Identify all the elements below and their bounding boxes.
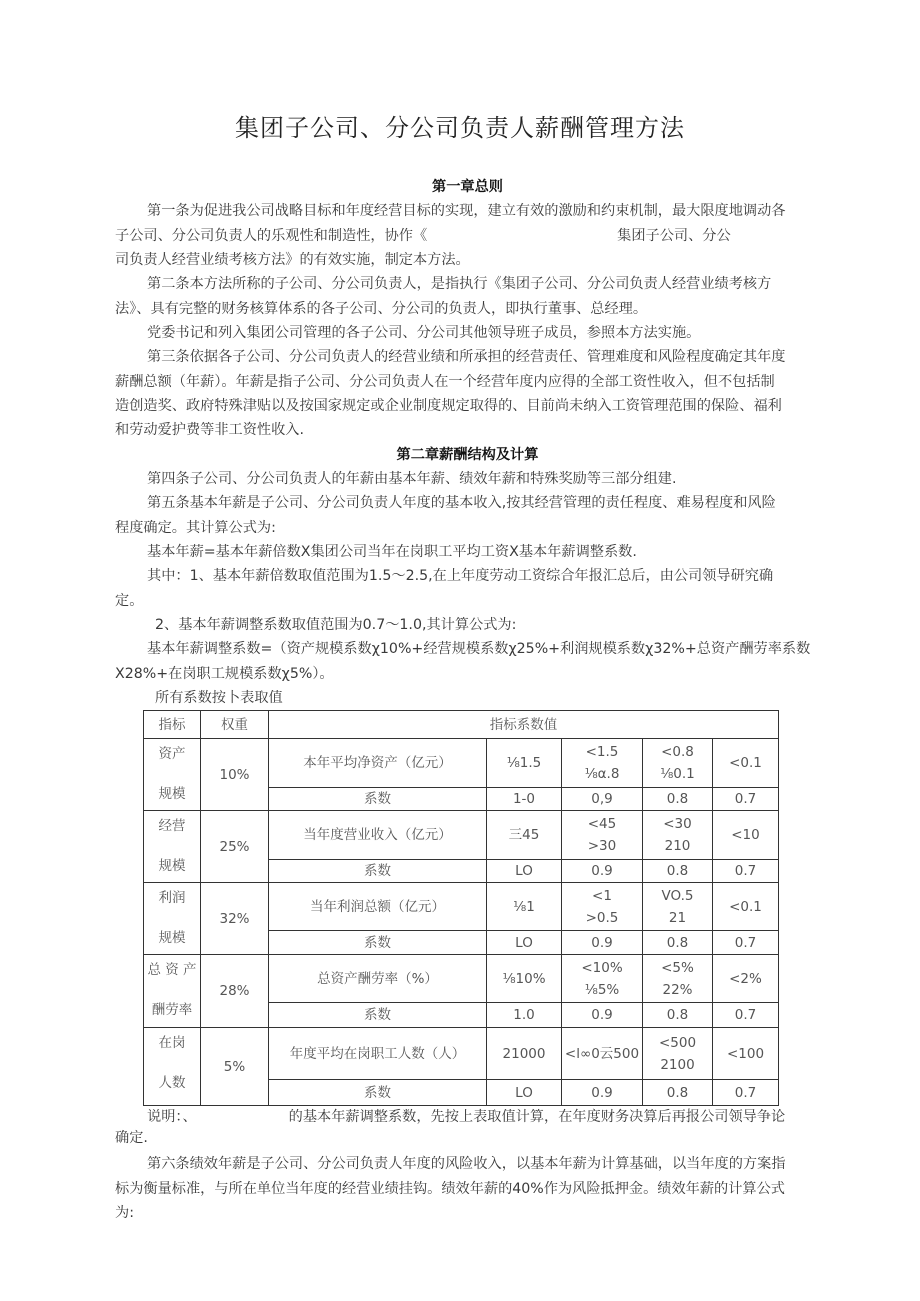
coef-value-cell: 0.9 xyxy=(562,1003,643,1028)
range-cell xyxy=(643,811,713,860)
indicator-name-cell xyxy=(144,739,201,811)
line-text: 基本年薪调整系数=（资产规模系数χ10%+经营规模系数χ25%+利润规模系数χ32%+总资产酬劳率系数 xyxy=(147,641,811,658)
indicator-cell: 本年平均净资产（亿元） xyxy=(269,739,487,788)
document-title: 集团子公司、分公司负责人薪酬管理方法 xyxy=(235,114,685,142)
line-text: 定。 xyxy=(115,592,144,609)
range-value: <1.5 ⅛α.8 xyxy=(584,744,620,783)
line-text: 子公司、分公司负责人的乐观性和制造性，协作《 xyxy=(115,227,428,244)
table-row xyxy=(144,811,779,860)
text-line xyxy=(115,637,820,661)
range-value: <45 >30 xyxy=(587,816,617,855)
coef-value-cell: 1.0 xyxy=(487,1003,562,1028)
text-line xyxy=(115,686,820,710)
chapter-heading xyxy=(115,443,820,467)
range-value: <100 xyxy=(726,1045,765,1062)
indicator-name: 规模 xyxy=(158,786,186,803)
range-value: <5% 22% xyxy=(661,959,694,998)
chapter-heading xyxy=(115,175,820,199)
range-value: 21000 xyxy=(502,1045,546,1062)
indicator-name: 人数 xyxy=(158,1075,186,1092)
coefficient-table xyxy=(143,710,779,1106)
indicator-name-cell xyxy=(144,811,201,883)
indicator-name: 在岗 xyxy=(158,1035,186,1052)
coef-value-cell: 0.7 xyxy=(713,860,779,883)
range-value: 三45 xyxy=(508,827,540,844)
range-value: <0.1 xyxy=(729,898,762,915)
indicator-name: 资产 xyxy=(158,746,186,763)
range-value: <l∞0云500 xyxy=(564,1045,640,1062)
range-cell xyxy=(713,811,779,860)
range-cell xyxy=(562,883,643,931)
line-text: X28%+在岗职工规模系数χ5%）。 xyxy=(115,665,334,682)
range-cell xyxy=(562,739,643,788)
coef-value-cell: 0.8 xyxy=(643,1003,713,1028)
indicator-cell: 总资产酬劳率（%） xyxy=(269,955,487,1003)
line-text: 程度确定。其计算公式为: xyxy=(115,519,276,536)
text-line xyxy=(115,467,820,491)
indicator-name-cell xyxy=(144,955,201,1028)
table-row xyxy=(144,739,779,788)
range-cell xyxy=(562,955,643,1003)
weight-cell: 28% xyxy=(201,955,269,1028)
text-line xyxy=(115,272,820,296)
range-cell xyxy=(713,1028,779,1080)
line-text: 第一章总则 xyxy=(432,179,503,195)
line-text: 的基本年薪调整系数，先按上表取值计算，在年度财务决算后再报公司领导争论 xyxy=(288,1109,786,1126)
coef-label-cell: 系数 xyxy=(269,1003,487,1028)
text-line xyxy=(115,394,820,418)
text-line xyxy=(115,297,820,321)
coef-value-cell: 0.7 xyxy=(713,1003,779,1028)
table-header-row xyxy=(144,711,779,739)
line-text: 第二条本方法所称的子公司、分公司负责人，是指执行《集团子公司、分公司负责人经营业绩考核方 xyxy=(147,276,772,293)
coef-value-cell: 0.7 xyxy=(713,931,779,955)
header-cell: 指标系数值 xyxy=(269,711,779,739)
line-text: 第四条子公司、分公司负责人的年薪由基本年薪、绩效年薪和特殊奖励等三部分组建. xyxy=(147,470,677,487)
coef-value-cell: LO xyxy=(487,1080,562,1106)
body-text-bottom xyxy=(115,1106,820,1225)
range-value: ⅛1 xyxy=(513,898,535,915)
range-cell xyxy=(643,739,713,788)
range-value: VO.5 21 xyxy=(661,887,694,926)
text-line xyxy=(115,248,820,272)
indicator-name-cell xyxy=(144,883,201,955)
range-value: ⅛1.5 xyxy=(506,755,542,772)
line-text: 标为衡量标准，与所在单位当年度的经营业绩挂钩。绩效年薪的40%作为风险抵押金。绩效年薪的计算公式 xyxy=(115,1180,785,1197)
text-line xyxy=(115,345,820,369)
line-text: 集团子公司、分公 xyxy=(617,227,731,244)
indicator-name: 酬劳率 xyxy=(151,1002,193,1019)
coef-value-cell: LO xyxy=(487,860,562,883)
line-text: 造创造奖、政府特殊津贴以及按国家规定或企业制度规定取得的、目前尚未纳入工资管理范围的保险、福利 xyxy=(115,397,782,414)
range-value: <10 xyxy=(731,827,760,844)
text-line xyxy=(115,540,820,564)
range-cell xyxy=(643,883,713,931)
text-line xyxy=(115,491,820,515)
coef-label-cell: 系数 xyxy=(269,860,487,883)
range-value: ⅛10% xyxy=(502,970,546,987)
indicator-cell: 当年利润总额（亿元） xyxy=(269,883,487,931)
coef-label-cell: 系数 xyxy=(269,1080,487,1106)
line-text: 基本年薪=基本年薪倍数X集团公司当年在岗职工平均工资X基本年薪调整系数. xyxy=(147,543,637,560)
coef-value-cell: 0.9 xyxy=(562,931,643,955)
range-cell xyxy=(562,811,643,860)
range-value: <10% ⅛5% xyxy=(581,959,623,998)
table-row xyxy=(144,1028,779,1080)
weight-cell: 25% xyxy=(201,811,269,883)
line-text: 其中：1、基本年薪倍数取值范围为1.5～2.5,在上年度劳动工资综合年报汇总后，由公司领导研究确 xyxy=(147,568,774,585)
coef-value-cell: 0.8 xyxy=(643,1080,713,1106)
indicator-name-cell xyxy=(144,1028,201,1106)
coef-label-cell: 系数 xyxy=(269,931,487,955)
text-line xyxy=(115,370,820,394)
text-line xyxy=(115,1152,820,1176)
line-text: 和劳动爱护费等非工资性收入. xyxy=(115,422,304,439)
header-cell: 权重 xyxy=(201,711,269,739)
line-text: 党委书记和列入集团公司管理的各子公司、分公司其他领导班子成员，参照本方法实施。 xyxy=(147,324,701,341)
line-text: 司负责人经营业绩考核方法》的有效实施，制定本方法。 xyxy=(115,251,470,268)
range-value: <0.8 ⅛0.1 xyxy=(660,744,695,783)
line-text: 确定. xyxy=(115,1130,148,1147)
line-text: 为: xyxy=(115,1204,134,1221)
coef-value-cell: 0.7 xyxy=(713,788,779,811)
range-value: <500 2100 xyxy=(658,1034,697,1073)
range-cell xyxy=(487,811,562,860)
coef-value-cell: 0.9 xyxy=(562,1080,643,1106)
range-value: <1 >0.5 xyxy=(585,887,619,926)
text-line xyxy=(115,199,820,223)
range-cell xyxy=(643,1028,713,1080)
range-cell xyxy=(487,739,562,788)
range-cell xyxy=(713,955,779,1003)
coef-value-cell: 0.7 xyxy=(713,1080,779,1106)
document-body xyxy=(115,175,820,1225)
indicator-name: 规模 xyxy=(158,858,186,875)
range-cell xyxy=(487,1028,562,1080)
range-cell xyxy=(487,955,562,1003)
indicator-name: 经营 xyxy=(158,818,186,835)
weight-cell: 10% xyxy=(201,739,269,811)
indicator-name: 利润 xyxy=(158,890,186,907)
line-text: 所有系数按卜表取值 xyxy=(155,689,283,706)
header-cell: 指标 xyxy=(144,711,201,739)
range-cell xyxy=(643,955,713,1003)
coef-value-cell: 0,9 xyxy=(562,788,643,811)
coef-value-cell: 0.8 xyxy=(643,860,713,883)
text-line xyxy=(115,1106,820,1128)
indicator-name: 总 资 产 xyxy=(147,962,197,979)
line-text: 第三条依据各子公司、分公司负责人的经营业绩和所承担的经营责任、管理难度和风险程度确定其年度 xyxy=(147,349,786,366)
table-row xyxy=(144,955,779,1003)
indicator-name: 规模 xyxy=(158,930,186,947)
line-text: 第二章薪酬结构及计算 xyxy=(396,446,539,463)
range-cell xyxy=(562,1028,643,1080)
weight-cell: 32% xyxy=(201,883,269,955)
line-text: 第一条为促进我公司战略目标和年度经营目标的实现，建立有效的激励和约束机制，最大限度地调动各 xyxy=(147,203,786,220)
coef-value-cell: 1-0 xyxy=(487,788,562,811)
range-value: <30 210 xyxy=(663,816,692,855)
text-line xyxy=(115,589,820,613)
line-text: 薪酬总额（年薪）。年薪是指子公司、分公司负责人在一个经营年度内应得的全部工资性收入，但不包括制 xyxy=(115,373,775,390)
line-text: 2、基本年薪调整系数取值范围为0.7～1.0,其计算公式为: xyxy=(155,616,517,633)
weight-cell: 5% xyxy=(201,1028,269,1106)
text-line xyxy=(115,1128,820,1152)
range-cell xyxy=(713,883,779,931)
line-text: 第六条绩效年薪是子公司、分公司负责人年度的风险收入，以基本年薪为计算基础，以当年度的方案指 xyxy=(147,1156,786,1173)
coef-value-cell: 0.9 xyxy=(562,860,643,883)
coef-value-cell: 0.8 xyxy=(643,931,713,955)
text-line xyxy=(115,418,820,442)
table-row xyxy=(144,883,779,931)
range-cell xyxy=(487,883,562,931)
range-value: <2% xyxy=(729,970,762,987)
body-text-top xyxy=(115,175,820,710)
text-line xyxy=(115,321,820,345)
text-line xyxy=(115,224,820,248)
line-text: 第五条基本年薪是子公司、分公司负责人年度的基本收入,按其经营管理的责任程度、难易程度和风险 xyxy=(147,495,776,512)
line-text: 法》、具有完整的财务核算体系的各子公司、分公司的负责人，即执行董事、总经理。 xyxy=(115,300,648,317)
text-line xyxy=(115,662,820,686)
range-value: <0.1 xyxy=(729,755,762,772)
line-text: 说明：、 xyxy=(147,1109,197,1126)
text-line xyxy=(115,613,820,637)
range-cell xyxy=(713,739,779,788)
indicator-cell: 年度平均在岗职工人数（人） xyxy=(269,1028,487,1080)
text-line xyxy=(115,516,820,540)
indicator-cell: 当年度营业收入（亿元） xyxy=(269,811,487,860)
text-line xyxy=(115,1201,820,1225)
coef-value-cell: 0.8 xyxy=(643,788,713,811)
text-line xyxy=(115,564,820,588)
coef-label-cell: 系数 xyxy=(269,788,487,811)
text-line xyxy=(115,1177,820,1201)
coef-value-cell: LO xyxy=(487,931,562,955)
